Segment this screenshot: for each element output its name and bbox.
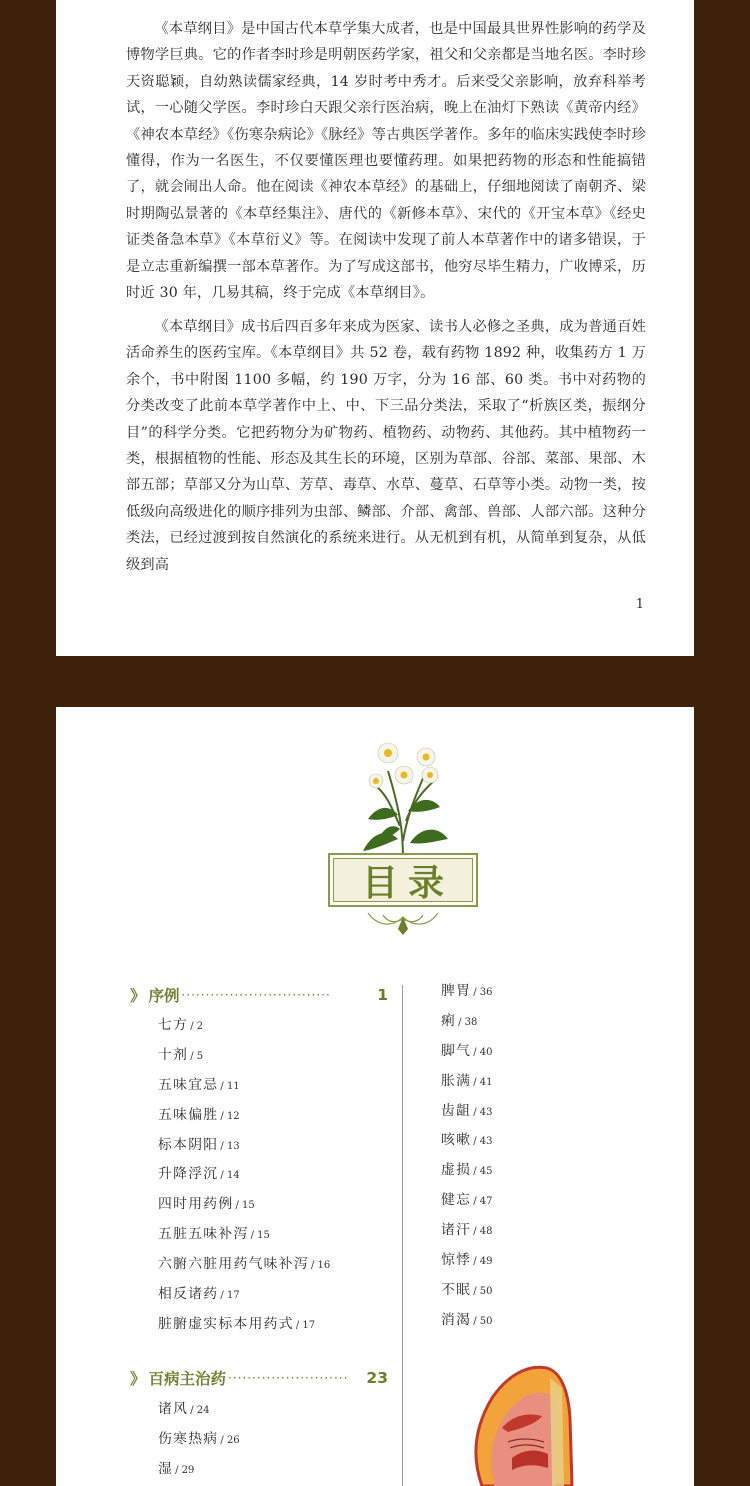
toc-title: 目录 [361, 862, 454, 904]
toc-entry[interactable]: 升降浮沉 / 14 [158, 1166, 240, 1183]
toc-section-heading[interactable] [130, 1367, 388, 1389]
toc-entry[interactable]: 脾胃 / 36 [441, 983, 493, 999]
toc-entry[interactable]: 十剂 / 5 [158, 1046, 204, 1063]
dot-leader: ······························· [181, 988, 331, 1002]
toc-list [158, 1395, 240, 1485]
book-page-text [56, 0, 694, 656]
toc-entry[interactable]: 诸汗 / 48 [441, 1222, 493, 1239]
toc-entry[interactable]: 四时用药例 / 15 [158, 1196, 255, 1213]
toc-list [441, 977, 492, 1336]
book-page-toc [56, 707, 694, 1486]
toc-list [158, 1011, 330, 1340]
toc-entry[interactable]: 脏腑虚实标本用药式 / 17 [158, 1315, 316, 1332]
column-divider [402, 985, 403, 1486]
toc-entry[interactable]: 痢 / 38 [441, 1012, 478, 1029]
anatomy-illustration [452, 1358, 580, 1486]
page-number: 1 [635, 597, 644, 612]
section-title: 序例 [148, 987, 180, 1005]
toc-entry[interactable]: 湿 / 29 [158, 1460, 195, 1477]
toc-entry[interactable]: 五脏五味补泻 / 15 [158, 1226, 270, 1243]
toc-entry[interactable]: 健忘 / 47 [441, 1192, 493, 1209]
chamomile-illustration [348, 731, 458, 859]
chevron-right-icon: 》 [130, 1370, 146, 1388]
body-paragraph: 《本草纲目》是中国古代本草学集大成者，也是中国最具世界性影响的药学及博物学巨典。它的作者李时珍是明朝医药学家，祖父和父亲都是当地名医。李时珍天资聪颖，自幼熟读儒家经典，14 岁时考中秀才。后来受父亲影响，放弃科举考试，一心随父学医。李时珍白天跟父亲行医治病，晚上在油灯下熟读《黄帝内经》《神农本草经》《伤寒杂病论》《脉经》等古典医学著作。多年的临床实践使李时珍懂得，作为一名医生，不仅要懂医理也要懂药理。如果把药物的形态和性能搞错了，就会闹出人命。他在阅读《神农本草经》的基础上，仔细地阅读了南朝齐、梁时期陶弘景著的《本草经集注》、唐代的《新修本草》、宋代的《开宝本草》《经史证类备急本草》《本草衍义》等。在阅读中发现了前人本草著作中的诸多错误，于是立志重新编撰一部本草著作。为了写成这部书，他穷尽毕生精力，广收博采，历时近 30 年，几易其稿，终于完成《本草纲目》。 [126, 21, 646, 302]
dot-leader: ························· [228, 1371, 349, 1385]
toc-entry[interactable]: 胀满 / 41 [441, 1072, 493, 1089]
body-paragraph: 《本草纲目》成书后四百多年来成为医家、读书人必修之圣典，成为普通百姓活命养生的医药宝库。《本草纲目》共 52 卷，载有药物 1892 种，收集药方 1 万余个，书中附图 1100 多幅，约 190 万字，分为 16 部、60 类。书中对药物的分类改变了此前本草学著作中上、中、下三品分类法，采取了“析族区类，振纲分目”的科学分类。它把药物分为矿物药、植物药、动物药、其他药。其中植物药一类，根据植物的性能、形态及其生长的环境，区别为草部、谷部、菜部、果部、木部五部；草部又分为山草、芳草、毒草、水草、蔓草、石草等小类。动物一类，按低级向高级进化的顺序排列为虫部、鳞部、介部、禽部、兽部、人部六部。这种分类法，已经过渡到按自然演化的系统来进行。从无机到有机，从简单到复杂，从低级到高 [126, 319, 646, 573]
toc-entry[interactable]: 不眠 / 50 [441, 1281, 493, 1298]
toc-entry[interactable]: 六腑六脏用药气味补泻 / 16 [158, 1256, 331, 1273]
toc-section-heading[interactable] [130, 984, 388, 1006]
toc-entry[interactable]: 咳嗽 / 43 [441, 1132, 493, 1149]
toc-entry[interactable]: 齿龃 / 43 [441, 1102, 493, 1119]
toc-title-frame [328, 853, 478, 907]
toc-entry[interactable]: 虚损 / 45 [441, 1162, 493, 1179]
toc-entry[interactable]: 伤寒热病 / 26 [158, 1430, 240, 1447]
toc-entry[interactable]: 诸风 / 24 [158, 1401, 210, 1417]
toc-entry[interactable]: 消渴 / 50 [441, 1311, 493, 1328]
ornament-icon [348, 907, 458, 937]
toc-entry[interactable]: 七方 / 2 [158, 1017, 204, 1033]
toc-entry[interactable]: 标本阴阳 / 13 [158, 1136, 240, 1153]
chevron-right-icon: 》 [130, 987, 146, 1005]
toc-entry[interactable]: 五味偏胜 / 12 [158, 1106, 240, 1123]
section-page-number: 1 [377, 986, 388, 1004]
toc-entry[interactable]: 脚气 / 40 [441, 1042, 493, 1059]
toc-entry[interactable]: 惊悸 / 49 [441, 1252, 493, 1269]
section-page-number: 23 [366, 1369, 388, 1387]
toc-entry[interactable]: 五味宜忌 / 11 [158, 1076, 240, 1093]
toc-entry[interactable]: 相反诸药 / 17 [158, 1286, 240, 1303]
section-title: 百病主治药 [148, 1370, 227, 1388]
